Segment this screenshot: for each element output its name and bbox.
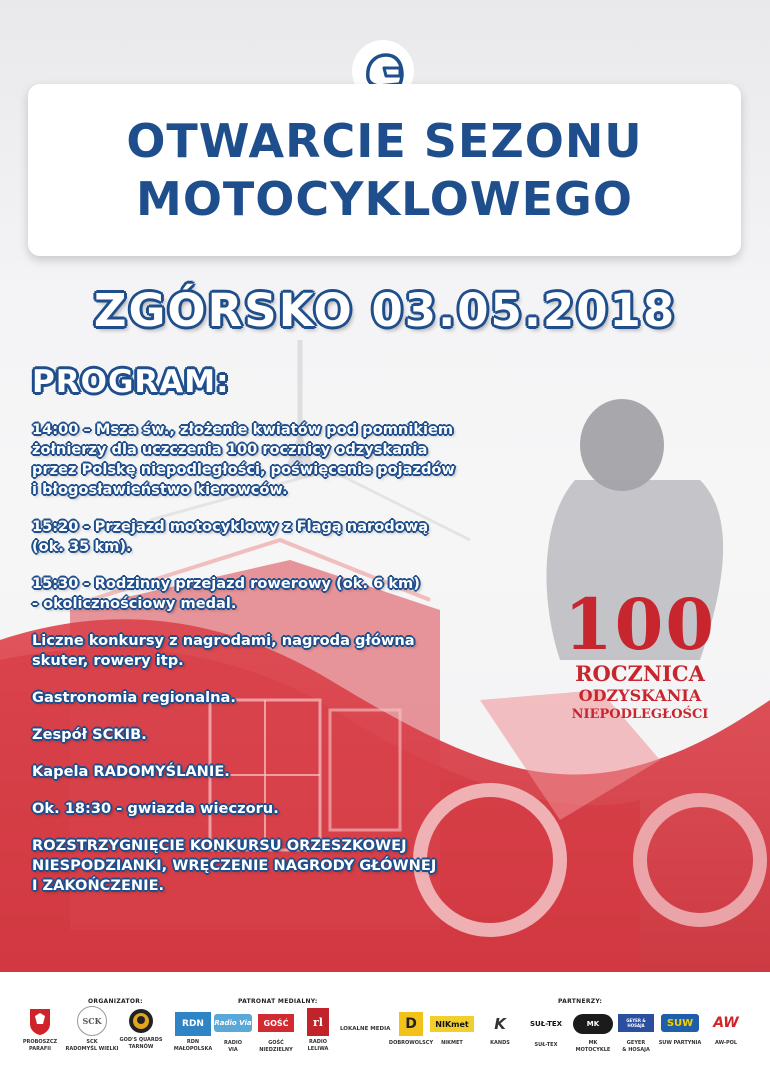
program-item — [32, 574, 552, 614]
anniversary-line-2: ODZYSKANIA — [578, 686, 702, 705]
program-item — [32, 517, 552, 557]
program-item-line: - okolicznościowy medal. — [32, 595, 237, 612]
program-heading: PROGRAM: — [32, 364, 230, 400]
gosc-logo-mark: GOŚĆ — [258, 1014, 294, 1032]
logo-suw — [656, 1014, 704, 1047]
program-item — [32, 420, 552, 500]
leliwa-logo-mark: rl — [307, 1008, 329, 1036]
aw-pol-logo-mark: AW — [713, 1015, 739, 1031]
program-item — [32, 836, 552, 896]
logo-caption: PROBOSZCZ — [22, 1039, 58, 1045]
logo-caption: GOD'S QUARDS — [119, 1037, 163, 1043]
logo-kands — [480, 1014, 520, 1047]
program-item-line: Zespół SCKIB. — [32, 726, 147, 743]
anniversary-line-3: NIEPODLEGŁOŚCI — [571, 707, 709, 722]
logo-caption: NIEDZIELNY — [259, 1047, 293, 1053]
program-item — [32, 725, 552, 745]
program-item-line: (ok. 35 km). — [32, 538, 132, 555]
logo-caption: AW-POL — [714, 1040, 738, 1046]
program-item — [32, 631, 552, 671]
mk-logo-mark: MK — [573, 1014, 613, 1034]
logo-caption: DOBROWOLSCY — [388, 1040, 434, 1046]
radio-via-logo-mark: Radio Via — [214, 1014, 252, 1032]
logo-caption: VIA — [228, 1047, 238, 1053]
program-item-line: Kapela RADOMYŚLANIE. — [32, 763, 230, 780]
dobrowolscy-logo-mark: D — [399, 1012, 423, 1036]
program-item-line: i błogosławieństwo kierowców. — [32, 481, 288, 498]
nikmet-logo-mark: NIKmet — [430, 1016, 474, 1032]
logo-caption: LELIWA — [307, 1046, 329, 1052]
logo-aw-pol — [706, 1014, 746, 1047]
logo-caption: RDN — [186, 1039, 200, 1045]
logo-caption: RADOMYŚL WIELKI — [65, 1046, 119, 1052]
logo-caption: NIKMET — [441, 1040, 463, 1046]
program-item-line: skuter, rowery itp. — [32, 652, 184, 669]
program-item-line: 14:00 – Msza św., złożenie kwiatów pod pomnikiem — [32, 421, 454, 438]
coat-of-arms-icon — [29, 1008, 51, 1036]
logo-sul-tex — [524, 1018, 568, 1049]
program-list — [32, 420, 552, 913]
organizer-title: ORGANIZATOR: — [88, 998, 143, 1005]
logo-rdn — [172, 1012, 214, 1053]
skull-badge-icon — [128, 1008, 154, 1034]
sponsors-footer — [0, 972, 770, 1082]
logo-mk-motocykle — [570, 1014, 616, 1054]
geyer-logo-mark: GEYER & HOSAJA — [618, 1014, 654, 1032]
logo-caption: MOTOCYKLE — [575, 1047, 611, 1053]
logo-caption: GOŚĆ — [268, 1040, 284, 1046]
local-media-label: LOKALNE MEDIA — [340, 1026, 391, 1032]
logo-caption: RADIO — [224, 1040, 242, 1046]
program-item — [32, 762, 552, 782]
anniversary-number: 100 — [563, 583, 717, 666]
program-item-line: Ok. 18:30 - gwiazda wieczoru. — [32, 800, 279, 817]
logo-caption: MK — [588, 1040, 598, 1046]
logo-caption: GEYER — [626, 1040, 646, 1046]
media-title: PATRONAT MEDIALNY: — [238, 998, 318, 1005]
program-item-line: I ZAKOŃCZENIE. — [32, 877, 165, 894]
anniversary-line-1: ROCZNICA — [575, 661, 705, 686]
logo-caption: KANDS — [490, 1040, 510, 1046]
logo-caption: SCK — [86, 1039, 98, 1045]
title-box — [28, 84, 741, 256]
logo-caption: SUW PARTYNIA — [658, 1040, 702, 1046]
logo-caption: TARNÓW — [128, 1044, 154, 1050]
logo-proboszcz — [20, 1008, 60, 1053]
program-item-line: Gastronomia regionalna. — [32, 689, 236, 706]
program-item-line: przez Polskę niepodległości, poświęcenie pojazdów — [32, 461, 455, 478]
logo-caption: MAŁOPOLSKA — [173, 1046, 213, 1052]
logo-caption: PARAFII — [29, 1046, 51, 1052]
program-item — [32, 799, 552, 819]
partners-title: PARTNERZY: — [558, 998, 603, 1005]
program-item-line: 15:20 - Przejazd motocyklowy z Flagą narodową — [32, 518, 429, 535]
sck-logo-mark: SCK — [77, 1006, 107, 1036]
program-item-line: ROZSTRZYGNIĘCIE KONKURSU ORZESZKOWEJ — [32, 837, 407, 854]
logo-sck — [66, 1006, 118, 1053]
logo-caption: SUŁ-TEX — [534, 1042, 558, 1048]
program-item-line: żołnierzy dla uczczenia 100 rocznicy odzyskania — [32, 441, 428, 458]
rdn-logo-mark: RDN — [175, 1012, 211, 1036]
logo-radio-leliwa — [298, 1008, 338, 1053]
logo-nikmet — [428, 1016, 476, 1047]
title-line-2: MOTOCYKLOWEGO — [136, 172, 633, 226]
logo-caption: & HOSAJA — [622, 1047, 650, 1053]
sul-tex-logo-mark: SUŁ-TEX — [529, 1020, 563, 1028]
logo-gods-quards — [116, 1008, 166, 1051]
logo-caption: RADIO — [309, 1039, 327, 1045]
logo-geyer-hosaja — [616, 1014, 656, 1054]
anniversary-badge — [540, 583, 740, 724]
title-line-1: OTWARCIE SEZONU — [126, 114, 643, 168]
program-item — [32, 688, 552, 708]
location-date: ZGÓRSKO 03.05.2018 — [93, 284, 677, 337]
program-item-line: NIESPODZIANKI, WRĘCZENIE NAGRODY GŁÓWNEJ — [32, 857, 437, 874]
logo-gosc — [256, 1014, 296, 1054]
logo-radio-via — [212, 1014, 254, 1054]
program-item-line: Liczne konkursy z nagrodami, nagroda główna — [32, 632, 415, 649]
program-item-line: 15:30 - Rodzinny przejazd rowerowy (ok. 6 km) — [32, 575, 420, 592]
kands-logo-mark: K — [494, 1015, 506, 1033]
suw-logo-mark: SUW — [661, 1014, 699, 1032]
